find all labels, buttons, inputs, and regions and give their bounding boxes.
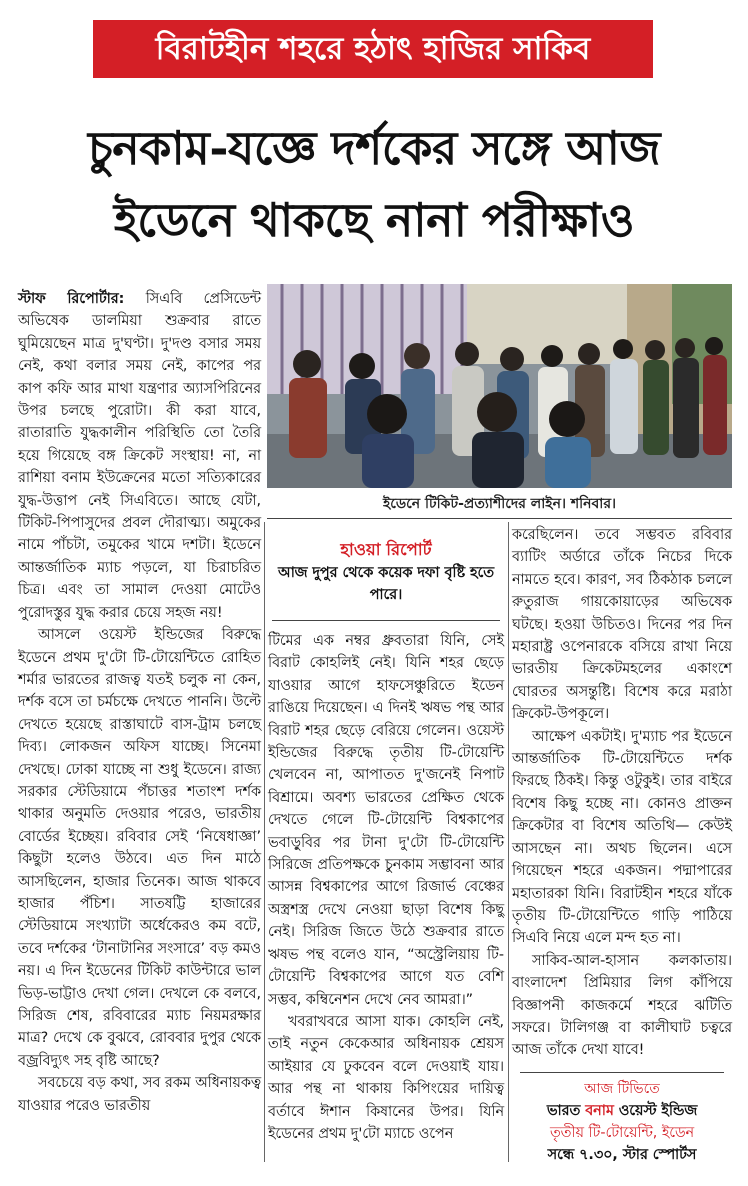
article-paragraph: সাকিব-আল-হাসান কলকাতায়। বাংলাদেশ প্রিমিয়ার লিগ কাঁপিয়ে বিজ্ঞাপনী কাজকর্মে শহরে ঝটিতি সফরে। টালিগঞ্জ বা কালীঘাট চত্বরে আজ তাঁকে দেখা যাবে! [512,952,732,1059]
queue-photo-illustration [267,284,732,488]
weather-report-text: আজ দুপুর থেকে কয়েক দফা বৃষ্টি হতে পারে। [277,565,495,603]
article-paragraph [18,288,261,624]
paragraph-text: সিএবি প্রেসিডেন্ট অভিষেক ডালমিয়া শুক্রবার রাতে ঘুমিয়েছেন মাত্র দু'ঘণ্টা। দু'দণ্ড বসার সময় নেই, কথা বলার সময় নেই, কাপের পর কাপ কফি আর মাথা যন্ত্রণার অ্যাসপিরিনের উপর চলছে পুরোটা। কী করা যাবে, রাতারাতি যুদ্ধকালীন পরিস্থিতি তো তৈরি হয়ে গিয়েছে বঙ্গ ক্রিকেট সংস্থায়! না, না রাশিয়া বনাম ইউক্রেনের মতো সত্যিকারের যুদ্ধ-উত্তাপ নেই সিএবিতে। আছে যেটা, টিকিট-পিপাসুদের প্রবল দৌরাত্ম্য। অমুকের নামে পাঁচটা, তমুকের খামে দশটা। ইডেনে আন্তর্জাতিক ম্যাচ পড়লে, যা চিরাচরিত চিত্র। এবং তা সামাল দেওয়া মোটেও পুরোদস্তুর যুদ্ধ করার চেয়ে সহজ নয়! [18,291,261,621]
tv-box-divider [520,1072,724,1073]
team-2: ওয়েস্ট ইন্ডিজ [618,1103,698,1119]
article-column-3 [512,524,732,1062]
versus-label: বনাম [585,1103,614,1119]
headline [8,112,740,256]
weather-report-label: হাওয়া রিপোর্ট [340,540,432,559]
photo-caption: ইডেনে টিকিট-প্রত্যাশীদের লাইন। শনিবার। [382,496,617,512]
byline: স্টাফ রিপোর্টার: [18,291,125,307]
article-paragraph: খবরাখবরে আসা যাক। কোহলি নেই, তাই নতুন কেকেআর অধিনায়ক শ্রেয়স আইয়ার যে ঢুকবেন বলে দেওয়াই যায়। আর পন্থ না থাকায় কিপিংয়ের দায়িত্ব বর্তাবে ঈশান কিষানের উপর। যিনি ইডেনের প্রথম দু'টো ম্যাচে ওপেন [268,1013,504,1142]
tv-match-teams [512,1100,732,1122]
headline-line-2: ইডেনে থাকছে নানা পরীক্ষাও [113,193,635,247]
article-paragraph: সবচেয়ে বড় কথা, সব রকম অধিনায়কত্ব যাওয়ার পরেও ভারতীয় [18,1075,261,1114]
article-column-2 [268,630,504,1145]
kicker-banner: বিরাটহীন শহরে হঠাৎ হাজির সাকিব [93,20,653,78]
team-1: ভারত [546,1103,581,1119]
article-paragraph: আসলে ওয়েস্ট ইন্ডিজের বিরুদ্ধে ইডেনে প্রথম দু'টো টি-টোয়েন্টিতে রোহিত শর্মার ভারতের রাজত্ব যতই চলুক না কেন, দর্শক বসে তা চর্মচক্ষে দেখতে পাননি। উল্টে দেখতে হয়েছে রাস্তাঘাটে বাস-ট্রাম চলছে দিব্য। লোকজন অফিস যাচ্ছে। সিনেমা দেখছে। ঢোকা যাচ্ছে না শুধু ইডেনে। রাজ্য সরকার স্টেডিয়ামে পঁচাত্তর শতাংশ দর্শক থাকার অনুমতি দেওয়ার পরেও, ভারতীয় বোর্ডের ইচ্ছেয়। রবিবার সেই ‘নিষেধাজ্ঞা’ কিছুটা হলেও উঠবে। এত দিন মাঠে আসছিলেন, হাজার তিনেক। আজ থাকবে হাজার পঁচিশ। সাতষট্টি হাজারের স্টেডিয়ামে সংখ্যাটা অর্ধেকেরও কম বটে, তবে দর্শকের ‘টানাটানির সংসারে’ বড় কমও নয়। এ দিন ইডেনের টিকিট কাউন্টারে ভাল ভিড়-ভাট্টাও দেখা গেল। দেখলে কে বলবে, সিরিজ শেষ, রবিবারের ম্যাচ নিয়মরক্ষার মাত্র? দেখে কে বুঝবে, রোববার দুপুর থেকে বজ্রবিদ্যুৎ সহ বৃষ্টি আছে? [18,627,261,1069]
article-column-1 [18,288,261,1117]
article-paragraph: আক্ষেপ একটাই। দু'ম্যাচ পর ইডেনে আন্তর্জাতিক টি-টোয়েন্টিতে দর্শক ফিরছে ঠিকই। কিন্তু ওটুকুই। তার বাইরে বিশেষ কিছু হচ্ছে না। কোনও প্রাক্তন ক্রিকেটার বা বিশেষ অতিথি— কেউই আসছেন না। অথচ ছিলেন। এসে গিয়েছেন শহরে একজন। পদ্মাপারের মহাতারকা যিনি। বিরাটহীন শহরে যাঁকে তৃতীয় টি-টোয়েন্টিতে গাড়ি পাঠিয়ে সিএবি নিয়ে এলে মন্দ হত না। [512,728,732,947]
column-divider-2 [508,522,509,1162]
tv-schedule-label: আজ টিভিতে [584,1081,660,1097]
tv-match-name: তৃতীয় টি-টোয়েন্টি, ইডেন [549,1125,695,1141]
caption-divider [267,518,732,519]
article-paragraph: টিমের এক নম্বর ধ্রুবতারা যিনি, সেই বিরাট কোহলিই নেই। যিনি শহর ছেড়ে যাওয়ার আগে হাফসেঞ্চুরিতে ইডেন রাঙিয়ে দিয়েছেন। এ দিনই ঋষভ পন্থ আর বিরাট শহর ছেড়ে বেরিয়ে গেলেন। ওয়েস্ট ইন্ডিজের বিরুদ্ধে তৃতীয় টি-টোয়েন্টি খেলবেন না, আপাতত দু'জনেই নিপাট বিশ্রামে। অবশ্য ভারতের প্রেক্ষিত থেকে দেখতে গেলে টি-টোয়েন্টি বিশ্বকাপের ভবাড়ুবির পর টানা দু'টো টি-টোয়েন্টি সিরিজে প্রতিপক্ষকে চুনকাম সম্ভাবনা আর আসন্ন বিশ্বকাপের আগে রিজার্ভ বেঞ্চের অস্ত্রশস্ত্র দেখে নেওয়া ছাড়া বিশেষ কিছু নেই। সিরিজ জিতে উঠে শুক্রবার রাতে ঋষভ পন্থ বলেও যান, “অস্ট্রেলিয়ায় টি-টোয়েন্টি বিশ্বকাপের আগে যত বেশি সম্ভব, কম্বিনেশন দেখে নেব আমরা।” [268,633,504,1008]
headline-line-1: চুনকাম-যজ্ঞে দর্শকের সঙ্গে আজ [87,121,661,175]
weather-divider [272,620,500,621]
article-paragraph: করেছিলেন। তবে সম্ভবত রবিবার ব্যাটিং অর্ডারে তাঁকে নিচের দিকে নামতে হবে। কারণ, সব ঠিকঠাক চললে রুতুরাজ গায়কোয়াড়ের অভিষেক ঘটছে। হওয়া উচিতও। দিনের পর দিন মহারাষ্ট্র ওপেনারকে বসিয়ে রাখা নিয়ে ভারতীয় ক্রিকেটমহলের একাংশে ঘোরতর অসন্তুষ্টি। বিশেষ করে মরাঠা ক্রিকেট-উপকূলে। [512,527,732,723]
column-divider-1 [264,522,265,1162]
news-photo [267,284,732,488]
tv-match-time: সন্ধে ৭.৩০, স্টার স্পোর্টস [547,1147,697,1163]
